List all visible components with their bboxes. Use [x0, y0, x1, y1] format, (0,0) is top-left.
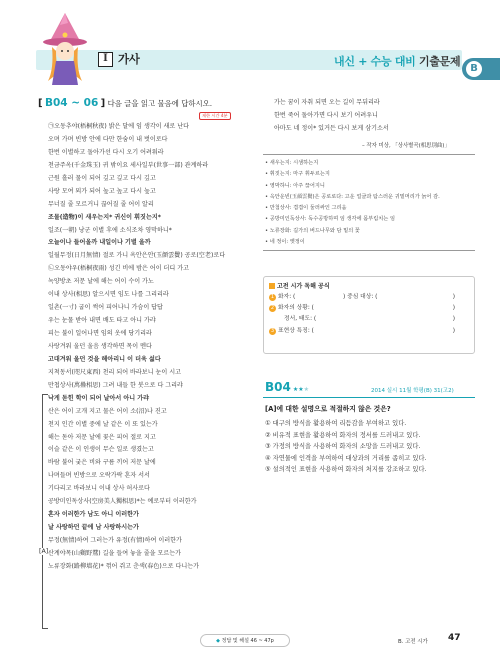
card-row-label: 정서, 태도: (: [284, 316, 317, 323]
poem-line: 피는 불이 일어나면 임의 옷에 당기리라: [48, 330, 152, 337]
poem-line: 바람 불어 궂은 비와 구름 끼어 저문 날에: [48, 459, 156, 467]
exam-label-plus: +: [358, 55, 368, 68]
exam-label: [334, 53, 460, 69]
card-title: [269, 281, 330, 290]
passage-label-a: [A]: [39, 548, 49, 555]
poem-line: 가는 꿈이 자취 되면 오는 길이 무뒤리라: [274, 99, 380, 106]
poem-line: 한번 이별하고 돌아가선 다시 오기 어려워라: [48, 148, 164, 156]
chapter-side-tab[interactable]: [462, 58, 500, 80]
number-1-icon: 1: [270, 294, 275, 300]
card-row-close: ): [452, 327, 455, 334]
poem-line: 녹양방초 저문 날에 해는 어이 수이 가노: [48, 278, 154, 286]
poem-line: 기다리고 바라보니 이내 상사 허사로다: [48, 485, 150, 493]
poem-line: 오늘이나 들어올까 내일이나 기별 올까: [48, 239, 151, 247]
poem-line: 공방미인독상사(空房美人獨相思)*는 예로부터 이러한가: [48, 498, 197, 506]
number-3-icon: 3: [270, 327, 275, 334]
vocab-item: • 만첩상사: 겹겹이 둘러싸인 그리움: [265, 205, 347, 212]
exam-label-part4: 기출문제: [419, 55, 461, 68]
exam-label-part2: 수능: [370, 55, 392, 68]
divider: [263, 397, 475, 398]
answer-choice[interactable]: ① 대구의 방식을 활용하여 리듬감을 부여하고 있다.: [265, 420, 407, 427]
card-row[interactable]: [269, 326, 469, 337]
vocab-item: • 휘짓는지: 마구 휘두르는지: [265, 171, 330, 178]
poem-line: 사랑 모여 뫼가 되어 높고 높고 다시 높고: [48, 187, 156, 195]
page-number: 47: [448, 633, 461, 643]
time-limit-badge: 제한 시간 4분: [199, 112, 231, 120]
poem-right-column: [274, 97, 474, 136]
section-number-box: Ⅰ: [98, 52, 113, 67]
card-row-close: ): [452, 294, 455, 300]
answer-reference-text: 정답 및 해설 46 ~ 47p: [221, 638, 274, 644]
poem-line: 만첩상사(萬疊相思) 그려 내들 한 붓으로 다 그리랴: [48, 381, 183, 389]
poem-line: 이슬 같은 이 인생이 무슨 일로 생겼는고: [48, 446, 154, 454]
poem-left-column: [48, 121, 246, 574]
vocab-notes: [265, 158, 475, 248]
question-number-text: B04: [265, 380, 291, 394]
poem-line: 일촌(一寸) 굽이 썩어 피어나니 가슴이 답답: [48, 304, 163, 312]
card-rows: [269, 292, 469, 337]
card-row-label: 화자: (: [278, 294, 296, 300]
poem-line: 날 사랑하던 끝에 남 사랑하시는가: [48, 524, 139, 532]
poem-line: 무정(無情)하여 그러는가 유정(有情)하여 이러한가: [48, 537, 182, 544]
answer-choice[interactable]: ⑤ 설의적인 표현을 사용하여 화자의 처지를 강조하고 있다.: [265, 466, 427, 474]
poem-line: 근원 흘러 물이 되어 깊고 깊고 다시 깊고: [48, 174, 156, 182]
poem-line: 일조(一朝) 낭군 이별 후에 소식조차 영막하니*: [48, 226, 172, 234]
card-row[interactable]: [269, 303, 469, 314]
stars-filled: ★★: [292, 386, 304, 393]
answer-choice[interactable]: ② 비유적 표현을 활용하여 화자의 정서를 드러내고 있다.: [265, 431, 421, 439]
poem-line: 천지 인간 이별 중에 날 같은 이 또 있는가: [48, 420, 158, 428]
number-2-icon: 2: [270, 305, 275, 312]
poem-line: 사랑겨워 울던 울음 생각하면 목이 멘다: [48, 342, 152, 350]
card-row[interactable]: [269, 292, 469, 303]
witch-mascot-icon: [42, 11, 88, 85]
poem-line: 오며 가며 빈방 안에 다만 한숨이 내 벗이로다: [48, 135, 168, 143]
divider: [263, 154, 475, 155]
vocab-item: • 영막하니: 아주 끊어지니: [265, 182, 325, 189]
answer-reference-pill[interactable]: [200, 634, 290, 647]
poem-line: ㉡오동야우(梧桐夜雨) 성긴 비에 밤은 어이 더디 가고: [48, 265, 190, 273]
section-title: 가사: [118, 52, 140, 66]
poem-line: 낙게 돋힌 학이 되어 날아서 아니 가랴: [48, 394, 150, 402]
question-source: 2014 실시 11월 학평(B) 31(고2): [371, 388, 454, 394]
prompt-prefix: [A]: [265, 405, 277, 413]
exam-label-part3: 대비: [394, 55, 416, 68]
card-row-label: 표현상 특징: (: [278, 327, 314, 334]
answer-choice[interactable]: ④ 자연물에 인격을 부여하여 대상과의 거리를 좁히고 있다.: [265, 454, 427, 462]
chapter-side-tab-label: B: [466, 61, 482, 77]
reading-formula-card: [263, 276, 475, 354]
poem-line: 우는 눈물 받아 내면 배도 타고 아니 가랴: [48, 317, 156, 325]
answer-choice[interactable]: ③ 가정의 방식을 사용하여 화자의 소망을 드러내고 있다.: [265, 443, 421, 451]
poem-line: 혼자 이러한가 남도 아니 이러한가: [48, 511, 139, 519]
vocab-item: • 새우는지: 시샘하는지: [265, 160, 319, 166]
vocab-item: • 옥안운빈(玉顔雲鬢)은 공로로다: 고운 얼굴과 탐스러운 귀밑머리가 늙어 감.: [265, 193, 440, 200]
poem-line: 산은 어이 고개 지고 물은 어이 소(沼)나 진고: [48, 407, 167, 415]
vocab-item: • 공방미인독상사: 독수공방하며 임 생각에 몸부림치는 임: [265, 216, 395, 223]
prompt-text: 에 대한 설명으로 적절하지 않은 것은?: [276, 405, 391, 413]
question-prompt: [265, 403, 391, 413]
poem-line: 일월무정(日月無情) 절로 가니 옥안은안(玉顔雲鬢) 공로(空老)로다: [48, 252, 226, 260]
vocab-item: • 노류장화: 길가의 버드나무와 담 밑의 꽃: [265, 227, 360, 234]
poem-line: 노류장화(路柳墻花)* 꺾어 쥐고 춘색(春色)으로 다니는가: [48, 562, 200, 570]
footer-section: B. 고전 시가: [398, 639, 428, 645]
poem-line: 나며들며 빈방으로 오락가락 혼자 서서: [48, 472, 150, 480]
exam-label-part1: 내신: [334, 55, 355, 68]
range-bracket-close: ]: [100, 98, 106, 109]
poem-line: 고대겨워 울던 것을 헤아리니 이 더욱 섧다: [48, 355, 161, 363]
passage-bracket-top: [42, 394, 48, 548]
poem-line: 이내 상사(相思) 알으시면 임도 나를 그리리라: [48, 291, 169, 299]
vocab-item: • 네 정이: 옛정이: [265, 239, 305, 246]
square-bullet-icon: [269, 283, 275, 289]
card-row-close: ): [452, 305, 455, 312]
poem-line: 지척동서(咫尺東西) 천리 되어 바라보니 눈이 시고: [48, 368, 181, 376]
card-row-close: ): [452, 316, 455, 323]
question-instruction: 다음 글을 읽고 물음에 답하시오.: [107, 99, 213, 108]
poem-line: 한번 죽어 돌아가면 다시 보기 어려우니: [274, 111, 378, 119]
poem-line: 천금주옥(千金珠玉) 귀 밖이요 세사일부(世事一部) 관계하라: [48, 161, 209, 169]
passage-bracket-bottom: [42, 555, 48, 629]
poem-line: ㉠오동추야(梧桐秋夜) 밝은 달에 임 생각이 새로 난다: [48, 123, 190, 130]
card-row-extra: ) 중심 대상: (: [343, 294, 378, 300]
poem-line: 무너질 줄 모르거니 끊어질 줄 어이 알리: [48, 200, 154, 208]
arrow-icon: ◆: [216, 638, 221, 644]
answer-choices: [265, 418, 477, 476]
card-title-text: 고전 시가 독해 공식: [277, 283, 330, 290]
divider: [263, 250, 475, 251]
poem-author: – 작자 미상, 「상사별곡(相思別曲)」: [362, 143, 450, 149]
poem-line: 산계야목(山鷄野鶩) 길을 들여 놓을 줄을 모르는가: [48, 549, 181, 557]
card-row-label: 화자의 상황: (: [278, 305, 314, 312]
question-heading: [38, 97, 212, 109]
range-bracket-open: [: [38, 98, 43, 109]
stars-empty: ★: [303, 386, 310, 393]
poem-line: 아마도 네 정이* 있거든 다시 보게 삼기소서: [274, 124, 389, 132]
poem-line: 조물(造物)이 새우는지* 귀신이 휘짓는지*: [48, 213, 161, 221]
card-row[interactable]: [269, 314, 469, 325]
question-range: B04 ~ 06: [44, 97, 99, 109]
question-number: [265, 380, 309, 394]
difficulty-stars-icon: [293, 386, 309, 393]
poem-line: 해는 돋아 저문 날에 꽃은 피어 절로 지고: [48, 433, 156, 441]
